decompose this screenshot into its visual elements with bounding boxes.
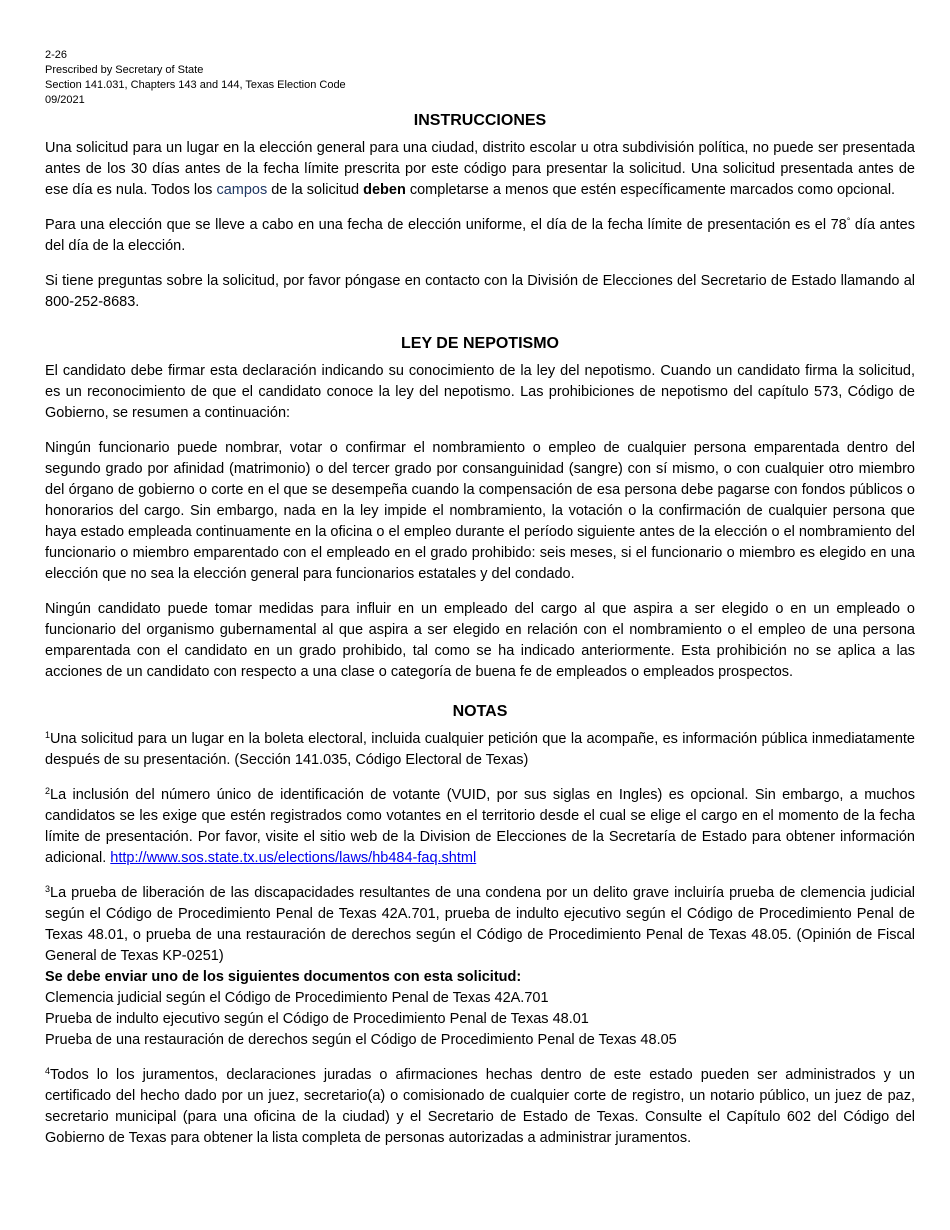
instrucciones-paragraph-2 [45, 215, 915, 257]
text-run: día antes del día de la elección. [45, 217, 915, 254]
text-run: La inclusión del número único de identificación de votante (VUID, por sus siglas en Ingles) es opcional. Sin embargo, a muchos candidatos se les exige que estén registrados como votantes en el territorio desde el cual se elige el cargo en el momento de la fecha límite de presentación. Por favor, visite el sitio web de la Division de Elecciones de la Secretaría de Estado para obtener información adicional. [45, 787, 915, 866]
code-section: Section 141.031, Chapters 143 and 144, Texas Election Code [45, 79, 346, 91]
required-documents-heading: Se debe enviar uno de los siguientes documentos con esta solicitud: [45, 969, 522, 985]
footnote-number: 4 [45, 1066, 51, 1076]
instrucciones-title: INSTRUCCIONES [413, 112, 547, 129]
instrucciones-paragraph-3: Si tiene preguntas sobre la solicitud, por favor póngase en contacto con la División de Elecciones del Secretario de Estado llamando al 800-252-8683. [45, 273, 915, 310]
notas-title: NOTAS [452, 703, 508, 720]
text-run: completarse a menos que estén específicamente marcados como opcional. [405, 182, 896, 198]
form-header [45, 48, 915, 108]
nota-4 [45, 1065, 915, 1149]
text-run: Una solicitud para un lugar en la elección general para una ciudad, distrito escolar u otra subdivisión política, no puede ser presentada antes de los 30 días antes de la fecha límite prescrita por este código para presentar la solicitud. Una solicitud presentada antes de ese día es nula. Todos los [45, 140, 915, 198]
nota-3 [45, 883, 915, 967]
text-run: Una solicitud para un lugar en la boleta electoral, incluida cualquier petición que la acompañe, es información pública inmediatamente después de su presentación. (Sección 141.035, Código Electoral de Texas) [45, 731, 915, 768]
nota-1 [45, 729, 915, 771]
text-run: de la solicitud [267, 182, 364, 198]
prescribed-by: Prescribed by Secretary of State [45, 64, 204, 76]
list-item: Clemencia judicial según el Código de Procedimiento Penal de Texas 42A.701 [45, 990, 549, 1006]
deben-word: deben [363, 182, 406, 198]
nepotismo-title: LEY DE NEPOTISMO [401, 335, 559, 352]
instrucciones-paragraph-1 [45, 138, 915, 201]
document-page [45, 48, 915, 1149]
list-item: Prueba de una restauración de derechos según el Código de Procedimiento Penal de Texas 48.05 [45, 1032, 677, 1048]
form-number: 2-26 [45, 49, 68, 61]
text-run: La prueba de liberación de las discapacidades resultantes de una condena por un delito grave incluiría prueba de clemencia judicial según el Código de Procedimiento Penal de Texas 42A.701, prueba de indulto ejecutivo según el Código de Procedimiento Penal de Texas 48.01, o prueba de una restauración de derechos según el Código de Procedimiento Penal de Texas 48.05. (Opinión de Fiscal General de Texas KP-0251) [45, 885, 915, 964]
nepotismo-paragraph-1: El candidato debe firmar esta declaración indicando su conocimiento de la ley del nepotismo. Cuando un candidato firma la solicitud, es un reconocimiento de que el candidato conoce la ley del nepotismo. Las prohibiciones de nepotismo del capítulo 573, Código de Gobierno, se resumen a continuación: [45, 363, 915, 421]
footnote-number: 3 [45, 884, 51, 894]
list-item: Prueba de indulto ejecutivo según el Código de Procedimiento Penal de Texas 48.01 [45, 1011, 589, 1027]
nepotismo-paragraph-2: Ningún funcionario puede nombrar, votar o confirmar el nombramiento o empleo de cualquier persona emparentada dentro del segundo grado por afinidad (matrimonio) o del tercer grado por consanguinidad (sangre) con sí mismo, o con cualquier otro miembro del órgano de gobierno o corte en el que se desempeña cuando la compensación de esa persona debe pagarse con fondos públicos o honorarios del cargo. Sin embargo, nada en la ley impide el nombramiento, la votación o la confirmación de cualquier persona que haya estado empleada continuamente en la oficina o el empleo durante el período siguiente antes de la elección o el nombramiento del funcionario o miembro emparentado con el empleado en el grado prohibido: seis meses, si el funcionario o miembro es elegido en una elección que no sea la elección general para funcionarios estatales y del condado. [45, 440, 915, 582]
nepotismo-paragraph-3: Ningún candidato puede tomar medidas para influir en un empleado del cargo al que aspira a ser elegido o en un empleado o funcionario del organismo gubernamental al que aspira a ser elegido en relación con el nombramiento o el empleo de una persona emparentada con el candidato en un grado prohibido, tal como se ha indicado anteriormente. Esta prohibición no se aplica a las acciones de un candidato con respecto a una clase o categoría de buena fe de empleados o empleados prospectos. [45, 601, 915, 680]
text-run: Todos lo los juramentos, declaraciones juradas o afirmaciones hechas dentro de este estado pueden ser administrados y un certificado del hecho dado por un juez, secretario(a) o comisionado de cualquier corte de registro, un notario público, un juez de paz, secretario municipal (para una oficina de la ciudad) y el Secretario de Estado de Texas. Consulte el Capítulo 602 del Código del Gobierno de Texas para obtener la lista completa de personas autorizadas a administrar juramentos. [45, 1067, 915, 1146]
footnote-number: 2 [45, 786, 51, 796]
nota-2 [45, 785, 915, 869]
required-documents-list [45, 967, 915, 1051]
campos-word: campos [216, 182, 268, 198]
hb484-faq-link[interactable]: http://www.sos.state.tx.us/elections/laws/hb484-faq.shtml [110, 850, 477, 866]
footnote-number: 1 [45, 730, 51, 740]
form-date: 09/2021 [45, 94, 85, 106]
text-run: Para una elección que se lleve a cabo en una fecha de elección uniforme, el día de la fecha límite de presentación es el 78 [45, 217, 847, 233]
degree-mark: ° [846, 216, 851, 226]
